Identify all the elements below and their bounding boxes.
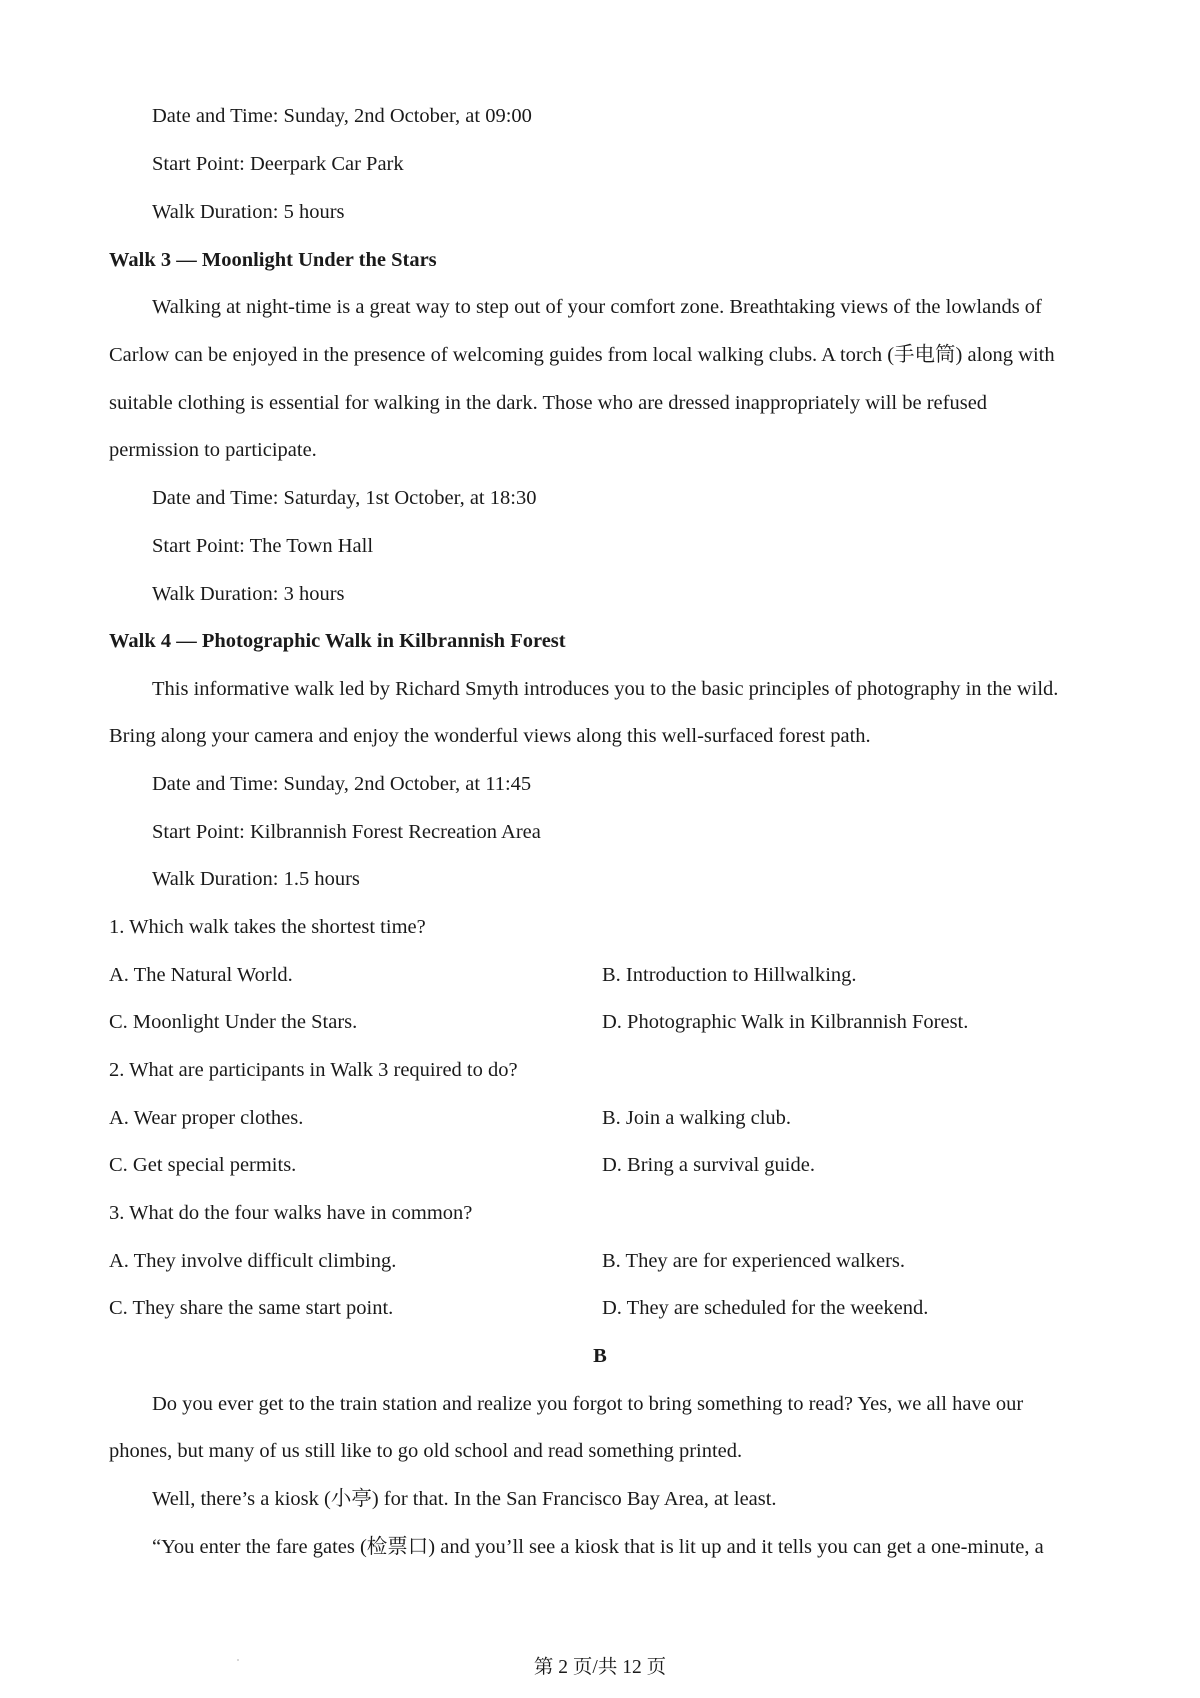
walk3-duration: Walk Duration: 3 hours [152, 583, 345, 605]
walk4-heading: Walk 4 — Photographic Walk in Kilbrannish Forest [109, 630, 566, 652]
walk3-start-point: Start Point: The Town Hall [152, 535, 374, 557]
section-b-para-line: Well, there’s a kiosk (小亭) for that. In the San Francisco Bay Area, at least. [152, 1488, 777, 1510]
section-b-label: B [593, 1345, 607, 1367]
question-stem: 2. What are participants in Walk 3 required to do? [109, 1059, 518, 1081]
question-stem: 3. What do the four walks have in common? [109, 1202, 473, 1224]
answer-option: D. They are scheduled for the weekend. [602, 1297, 929, 1319]
walk2-date-time: Date and Time: Sunday, 2nd October, at 09:00 [152, 105, 532, 127]
answer-option: A. They involve difficult climbing. [109, 1250, 397, 1272]
answer-option: A. The Natural World. [109, 964, 293, 986]
walk4-date-time: Date and Time: Sunday, 2nd October, at 11:45 [152, 773, 532, 795]
walk3-para-line: Carlow can be enjoyed in the presence of welcoming guides from local walking clubs. A torch (手电筒) along with [109, 344, 1055, 366]
page-number-footer: 第 2 页/共 12 页 [533, 1657, 667, 1678]
walk3-para-line: permission to participate. [109, 439, 317, 461]
answer-option: B. Introduction to Hillwalking. [602, 964, 857, 986]
walk4-start-point: Start Point: Kilbrannish Forest Recreation Area [152, 821, 541, 843]
walk2-duration: Walk Duration: 5 hours [152, 201, 345, 223]
answer-option: C. They share the same start point. [109, 1297, 394, 1319]
answer-option: C. Moonlight Under the Stars. [109, 1011, 358, 1033]
walk3-para-line: suitable clothing is essential for walking in the dark. Those who are dressed inappropriately will be refused [109, 392, 988, 414]
walk2-start-point: Start Point: Deerpark Car Park [152, 153, 404, 175]
section-b-para-line: “You enter the fare gates (检票口) and you’ll see a kiosk that is lit up and it tells you can get a one-minute, a [152, 1536, 1044, 1558]
walk4-para-line: Bring along your camera and enjoy the wonderful views along this well-surfaced forest path. [109, 725, 871, 747]
answer-option: A. Wear proper clothes. [109, 1107, 304, 1129]
question-stem: 1. Which walk takes the shortest time? [109, 916, 426, 938]
walk4-duration: Walk Duration: 1.5 hours [152, 868, 360, 890]
walk3-date-time: Date and Time: Saturday, 1st October, at 18:30 [152, 487, 537, 509]
section-b-para-line: phones, but many of us still like to go old school and read something printed. [109, 1440, 743, 1462]
answer-option: D. Photographic Walk in Kilbrannish Forest. [602, 1011, 969, 1033]
answer-option: B. Join a walking club. [602, 1107, 792, 1129]
walk3-heading: Walk 3 — Moonlight Under the Stars [109, 249, 437, 271]
answer-option: C. Get special permits. [109, 1154, 297, 1176]
section-b-para-line: Do you ever get to the train station and realize you forgot to bring something to read? Yes, we all have our [152, 1393, 1024, 1415]
walk3-para-line: Walking at night-time is a great way to step out of your comfort zone. Breathtaking views of the lowlands of [152, 296, 1042, 318]
answer-option: B. They are for experienced walkers. [602, 1250, 905, 1272]
walk4-para-line: This informative walk led by Richard Smyth introduces you to the basic principles of photography in the wild. [152, 678, 1059, 700]
answer-option: D. Bring a survival guide. [602, 1154, 815, 1176]
